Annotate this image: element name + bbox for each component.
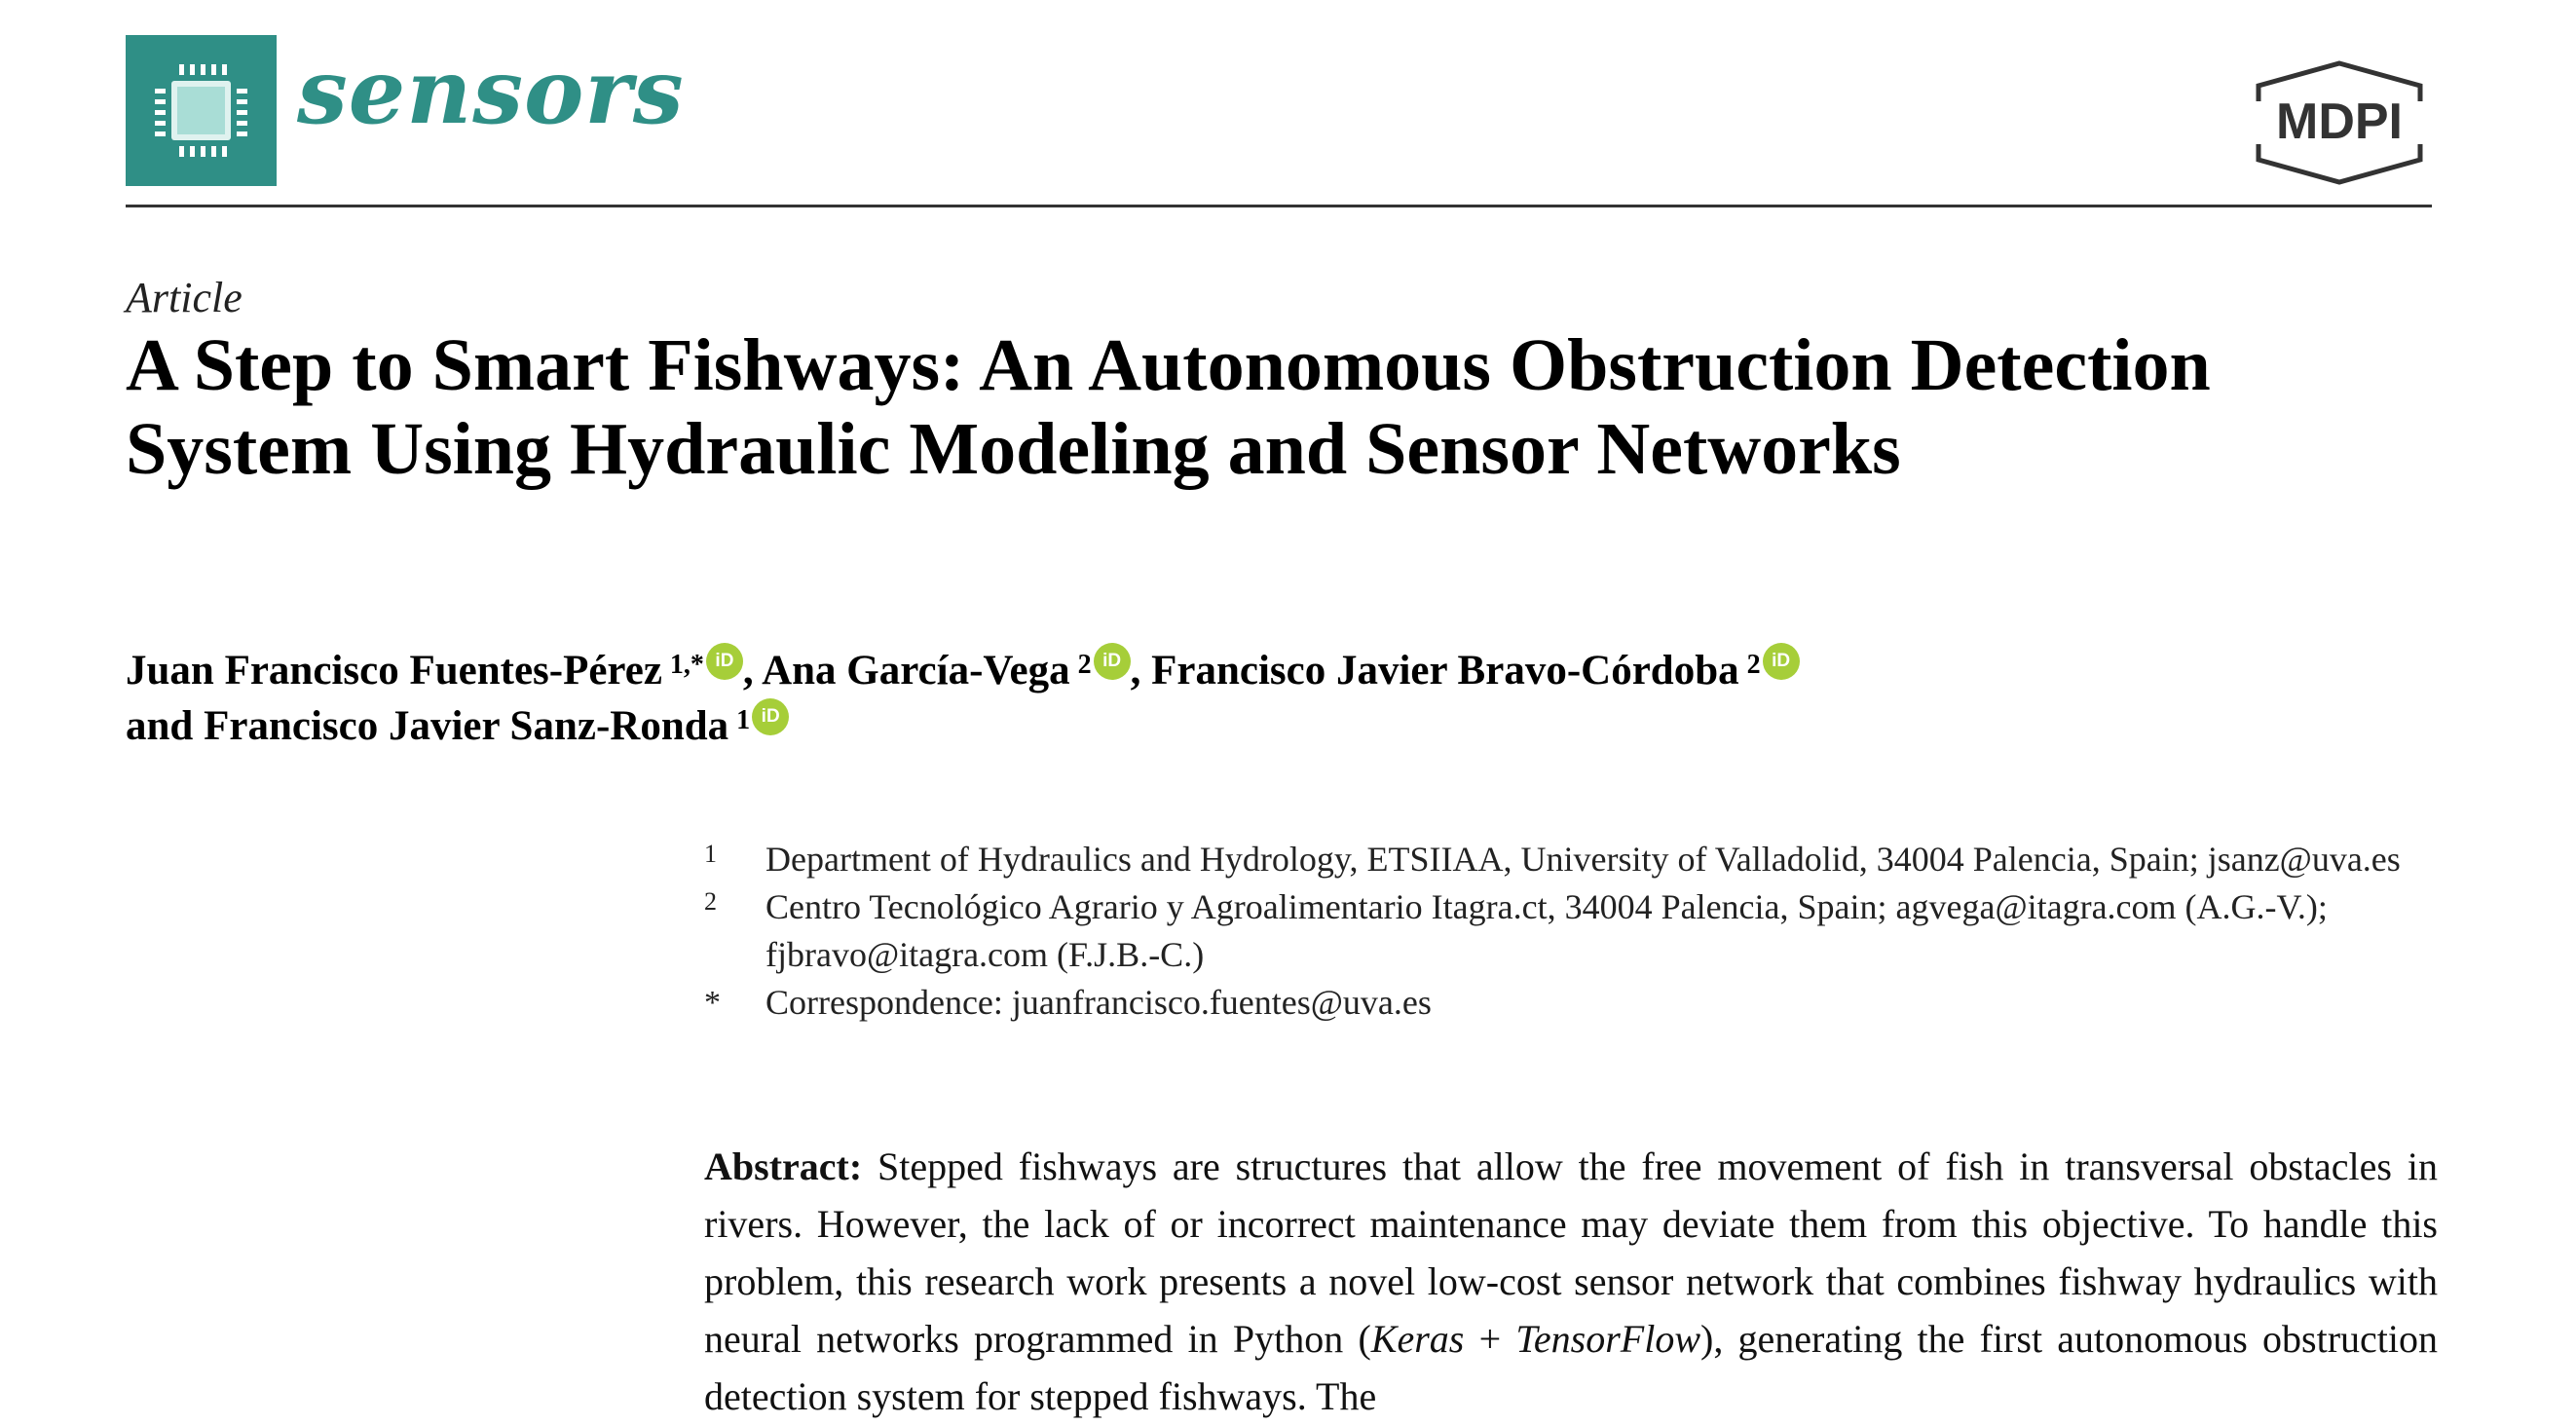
abstract-text: Stepped fishways are structures that allow the free movement of fish in transversal obstacles in rivers. However, the lack of or incorrect maintenance may deviate them from this objective. To handle this problem, this research work presents a novel low-cost sensor network that combines fishway hydraulics with neural networks programmed in Python (: [704, 1144, 2438, 1361]
abstract-text: ), generating the first autonomous obstruction detection system for stepped fishways. The: [704, 1317, 2438, 1418]
header-rule: [126, 205, 2432, 207]
orcid-icon[interactable]: iD: [1763, 643, 1800, 680]
author-name: Francisco Javier Bravo-Córdoba: [1151, 648, 1739, 694]
publisher-logo: [2247, 60, 2432, 185]
abstract-text: +: [1464, 1317, 1516, 1361]
author-affiliation-mark: 2: [1746, 650, 1761, 680]
article-type: Article: [126, 274, 243, 321]
chip-icon: [126, 35, 277, 186]
author-separator: ,: [742, 648, 763, 694]
author-affiliation-mark: 1,*: [669, 650, 704, 680]
abstract-emphasis: TensorFlow: [1515, 1317, 1701, 1361]
journal-header: [126, 35, 2432, 206]
affiliation-item: [704, 883, 2457, 979]
affiliation-number: 2: [704, 887, 717, 916]
article-title: A Step to Smart Fishways: An Autonomous Obstruction Detection System Using Hydraulic Modeling and Sensor Networks: [126, 324, 2211, 490]
affiliation-number: 1: [704, 840, 717, 868]
affiliation-item: [704, 836, 2457, 883]
author-list: [126, 643, 2395, 754]
mdpi-hexagon-icon: [2247, 60, 2432, 185]
journal-name: sensors: [297, 39, 685, 144]
author-separator: ,: [1130, 648, 1152, 694]
orcid-icon[interactable]: iD: [752, 698, 789, 735]
author-affiliation-mark: 1: [736, 705, 751, 735]
journal-logo: [126, 35, 277, 186]
author-separator: and: [126, 703, 205, 749]
author-affiliation-mark: 2: [1077, 650, 1092, 680]
correspondence-text: Correspondence: juanfrancisco.fuentes@uva.es: [765, 983, 1432, 1022]
abstract-label: Abstract:: [704, 1144, 863, 1188]
author-name: Francisco Javier Sanz-Ronda: [204, 703, 729, 749]
affiliations: [704, 836, 2457, 1027]
publisher-name: MDPI: [2276, 94, 2403, 150]
orcid-icon[interactable]: iD: [1094, 643, 1131, 680]
affiliation-text: Centro Tecnológico Agrario y Agroalimentario Itagra.ct, 34004 Palencia, Spain; agvega@itagra.com (A.G.-V.); fjbravo@itagra.com (F.J.B.-C.): [765, 887, 2328, 974]
correspondence-item: [704, 979, 2457, 1027]
author-name: Juan Francisco Fuentes-Pérez: [126, 648, 662, 694]
affiliation-text: Department of Hydraulics and Hydrology, ETSIIAA, University of Valladolid, 34004 Palencia, Spain; jsanz@uva.es: [765, 840, 2401, 879]
author-name: Ana García-Vega: [762, 648, 1070, 694]
correspondence-mark: *: [704, 985, 721, 1021]
abstract: [704, 1138, 2438, 1425]
orcid-icon[interactable]: iD: [706, 643, 743, 680]
abstract-emphasis: Keras: [1370, 1317, 1465, 1361]
